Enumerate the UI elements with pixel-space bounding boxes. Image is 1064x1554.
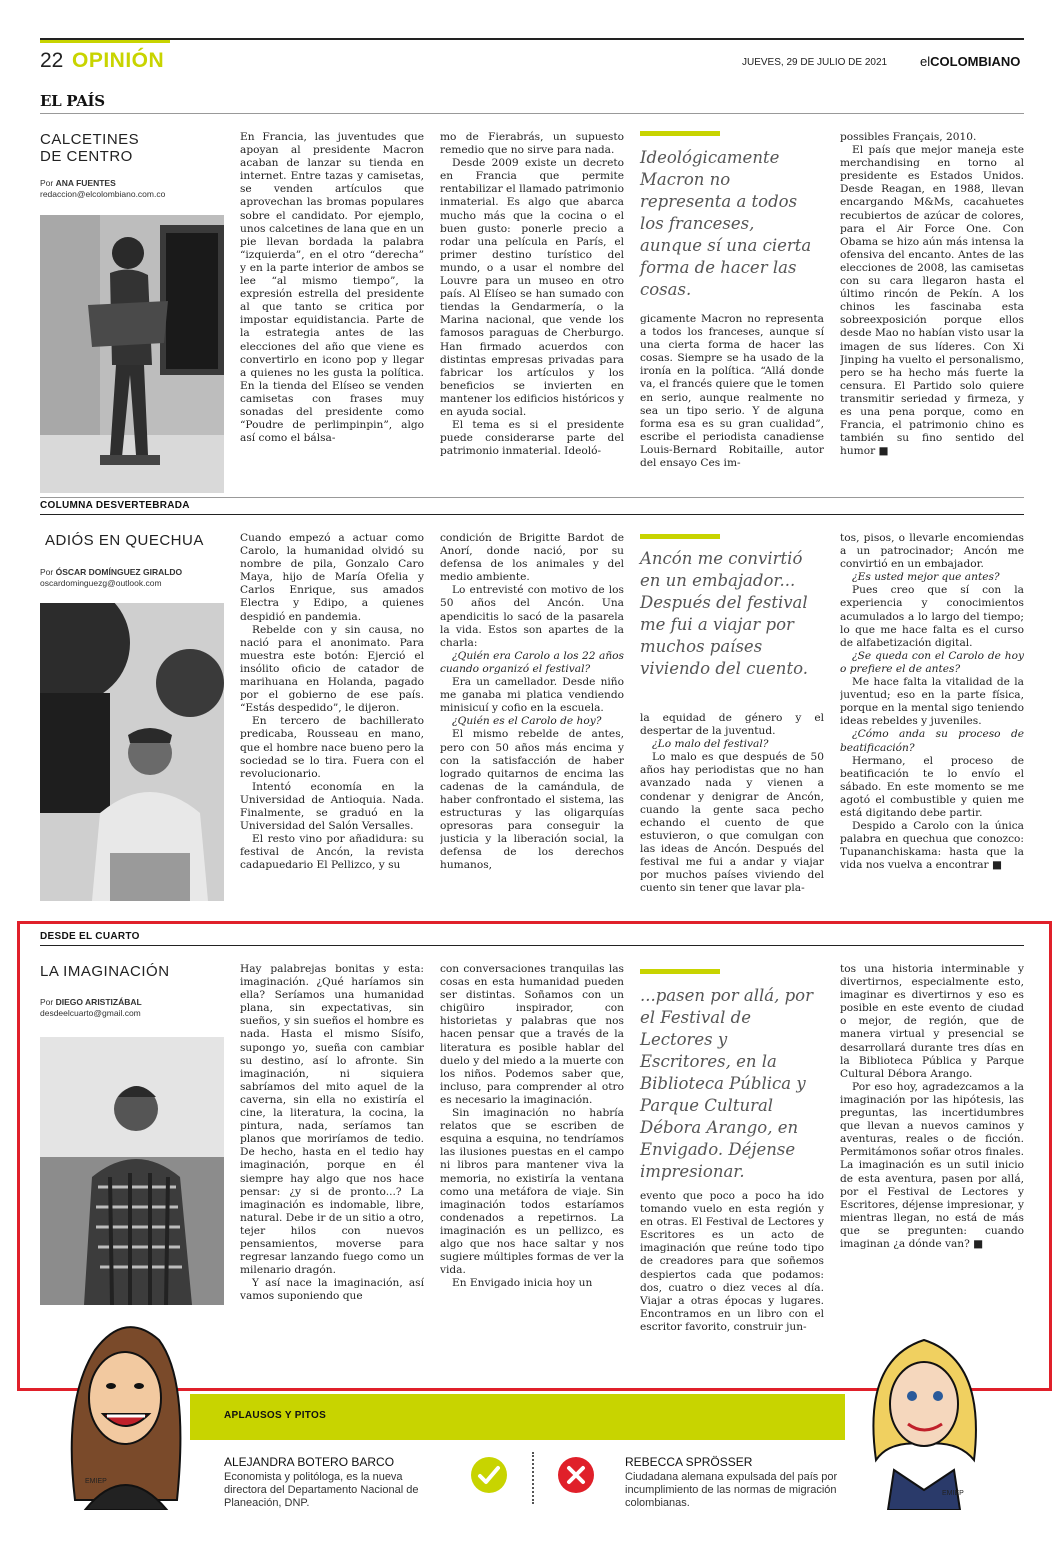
article-column: con conversaciones tranquilas las cosas en esta humanidad pueden ser distintas. Soñamos con un chigüiro inspirador, con historietas y palabras que nos hacen pensar que a través de la literatura es posible hablar del duelo y del miedo a la muerte con los niños. Podemos saber que, incluso, para comprender al otro es necesario la imaginación. Sin imaginación no habría relatos que se escriben de esquina a esquina, no tendríamos las ilusiones puestas en el campo ni libros para mantener viva la memoria, no existiría la ventana como una metáfora de viaje. Sin imaginación todos estaríamos condenados a repetirnos. La imaginación es un pellizco, es algo que nos hace saltar y nos sugiere múltiples formas de ver la vida. En Envigado inicia hoy un xyxy=(440,963,624,1290)
pull-quote-bar xyxy=(640,131,720,136)
pull-quote: ...pasen por allá, por el Festival de Lectores y Escritores, en la Biblioteca Pública y Parque Cultural Débora Arango, en Envigado. Déjense impresionar. xyxy=(640,986,813,1181)
caricature-signature: EMIEP xyxy=(942,1490,964,1497)
author-photo xyxy=(40,1037,224,1305)
article-title: CALCETINES DE CENTRO xyxy=(40,131,140,165)
article-column: mo de Fierabrás, un supuesto remedio que no sirve para nada. Desde 2009 existe un decreto en Francia que permite rentabilizar el llamado patrimonio inmaterial. Es algo que abarca mucho más que la cocina o el buen gusto: ponerle precio a rodar una película en París, el primer destino turístico del mundo, o a usar el nombre del Louvre para un museo en otro país. Al Elíseo se han sumado con tiendas la Gendarmería, o la Marina nacional, que vende los famosos paraguas de Cherburgo. Han firmado acuerdos con distintas empresas privadas para fabricar los artículos y los beneficios se invierten en mantener los edificios históricos y en ayuda social. El tema es si el presidente puede considerarse parte del patrimonio inmaterial. Ideoló- xyxy=(440,131,624,458)
check-circle-icon xyxy=(470,1456,508,1494)
byline: Por ÓSCAR DOMÍNGUEZ GIRALDO xyxy=(40,567,183,577)
portrait-photo xyxy=(40,603,224,901)
statue-photo xyxy=(40,215,224,493)
applause-left-desc: Economista y politóloga, es la nueva directora del Departamento Nacional de Planeación, DNP. xyxy=(224,1471,419,1509)
article-column: evento que poco a poco ha ido tomando vuelo en esta región y en otras. El Festival de Lectores y Escritores es un acto de imaginación que reúne todo tipo de creadores para que soñemos despiertos cada que podamos: dos, cuatro o diez veces al día. Viajar a otras épocas y lugares. Encontramos en un libro con el escritor favorito, construir jun- xyxy=(640,1190,824,1333)
pull-quote: Ancón me convirtió en un embajador... Después del festival me fui a viajar por muchos países viviendo del cuento. xyxy=(640,549,808,678)
pull-quote-bar xyxy=(640,534,720,539)
column-section-label: COLUMNA DESVERTEBRADA xyxy=(40,500,190,511)
author-email[interactable]: desdeelcuarto@gmail.com xyxy=(40,1008,141,1018)
article-title: ADIÓS EN QUECHUA xyxy=(45,532,204,549)
divider xyxy=(40,945,1024,946)
article-column: Cuando empezó a actuar como Carolo, la humanidad olvidó su nombre de pila, Gonzalo Caro Maya, hijo de María Ofelia y Carlos Enrique, sus amados Electra y Edipo, a quienes despidió en pandemia. Rebelde con y sin causa, no nació para el anonimato. Para muestra este botón: Ejerció el insólito oficio de catador de marihuana en Holanda, pagado por el gobierno de ese país. “Estás despedido”, le dijeron. En tercero de bachillerato predicaba, Rousseau en mano, que el hombre nace bueno pero la sociedad se lo tira. Fuera con el revolucionario. Intentó economía en la Universidad de Antioquia. Nada. Finalmente, se graduó en la Universidad del Salón Versalles. El resto vino por añadidura: su festival de Ancón, la revista cadapuedario El Pellizco, y su xyxy=(240,532,424,872)
article-column: tos, pisos, o llevarle encomiendas a un patrocinador; Ancón me convirtió en un embajador. ¿Es usted mejor que antes? Pues creo que sí con la experiencia y conocimientos acumulados a lo largo del tiempo; lo que me hace falta es el curso de alfabetización digital. ¿Se queda con el Carolo de hoy o prefiere el de antes? Me hace falta la vitalidad de la juventud; eso en la parte física, porque en la mental sigo teniendo ideas rebeldes y juveniles. ¿Cómo anda su proceso de beatificación? Hermano, el proceso de beatificación te lo envío el sábado. En este momento se me agotó el combustible y quien me está digitando debe partir. Despido a Carolo con la única palabra en quechua que conozco: Tupananchiskama: hasta que la vida nos vuelva a encontrar ■ xyxy=(840,532,1024,872)
section-name: OPINIÓN xyxy=(72,49,165,72)
byline: Por ANA FUENTES xyxy=(40,178,116,188)
caricature-signature: EMIEP xyxy=(85,1478,107,1485)
article-column: la equidad de género y el despertar de la juventud. ¿Lo malo del festival? Lo malo es que después de 50 años hay periodistas que no han avanzado nada y vienen a condenar y denigrar de Ancón, cuando la gente saca pecho echando el cuento de que estuvieron, o que comulgan con las ideas de Ancón. Después del festival me fui a andar y viajar por muchos países viviendo del cuento sin tener que lavar pla- xyxy=(640,712,824,895)
applause-label: APLAUSOS Y PITOS xyxy=(224,1410,327,1421)
applause-left-name: ALEJANDRA BOTERO BARCO xyxy=(224,1455,395,1469)
divider xyxy=(40,497,1024,498)
article-column: Hay palabrejas bonitas y esta: imaginación. ¿Qué haríamos sin ella? Seríamos una humanidad plana, sin expectativas, sin sueños, y sin sueños el hombre es nada. Hasta el mismo Sísifo, supongo yo, sueña con cambiar su destino, así lo afronte. Sin imaginación, ni siquiera sabríamos del mito aquel de la caverna, sin ella no existiría el cine, la literatura, la cocina, la pintura, nada, seríamos tan planos que moriríamos de tedio. De hecho, hasta en el tedio hay imaginación, porque en él siempre hay algo que nos hace pensar: ¿y si de pronto...? La imaginación es indomable, libre, natural. Debe ir de un sitio a otro, tejer hilos con nuevos pensamientos, moverse para regresar lanzando fuego como un milenario dragón. Y así nace la imaginación, así vamos suponiendo que xyxy=(240,963,424,1303)
article-column: gicamente Macron no representa a todos los franceses, aunque sí una cierta forma de hacer las cosas. Siempre se ha usado de la ironía en la política. “Allá donde va, el francés quiere que le tomen en serio, aunque realmente no sea un tipo serio. Y de alguna forma esa es su gran cualidad”, escribe el periodista canadiense Louis-Bernard Robitaille, autor del ensayo Ces im- xyxy=(640,313,824,470)
article-column: possibles Français, 2010. El país que mejor maneja este merchandising en torno al presidente es Estados Unidos. Desde Reagan, en 1988, llevan encargando M&Ms, cacahuetes recubiertos de azúcar de colores, para el Air Force One. Con Obama se hizo aún más intensa la ofensiva del encanto. Antes de las elecciones de 2008, las camisetas con su cara llegaron hasta el último rincón de Pekín. A los chinos les fascinaba esta sobreexposición porque ellos desde Mao no habían visto usar la imagen de sus líderes. Con Xi Jinping ha vuelto el personalismo, pero se ha hecho más fuerte la censura. El Partido solo quiere transmitir seriedad y firmeza, y es una pena porque, como en Francia, el patrimonio chino es también su fino sentido del humor ■ xyxy=(840,131,1024,458)
author-email[interactable]: redaccion@elcolombiano.com.co xyxy=(40,189,166,199)
byline: Por DIEGO ARISTIZÁBAL xyxy=(40,997,142,1007)
caricature-right xyxy=(862,1320,987,1510)
article-column: En Francia, las juventudes que apoyan al presidente Macron acaban de lanzar su tienda en internet. Entre tazas y camisetas, se venden artículos que aprovechan las bromas populares sobre el candidato. Por ejemplo, unos calcetines de lana que en un pie llevan bordada la palabra “izquierda”, en el otro “derecha” y en la parte interior de ambos se lee “al mismo tiempo”, la expresión estrella del presidente al que tanto se critica por impostar equidistancia. Parte de la estrategia antes de las elecciones del año que viene es convertirlo en icono pop y llegar a quienes no les gusta la política. En la tienda del Elíseo se venden camisetas con frases muy sonadas del presidente como “Poudre de perlimpinpin”, algo así como el bálsa- xyxy=(240,131,424,445)
page-number: 22 xyxy=(40,49,64,72)
applause-right-desc: Ciudadana alemana expulsada del país por incumplimiento de las normas de migración colombianas. xyxy=(625,1471,838,1509)
article-title: LA IMAGINACIÓN xyxy=(40,963,170,980)
el-pais-logo: EL PAÍS xyxy=(40,92,105,110)
x-circle-icon xyxy=(557,1456,595,1494)
header-accent-bar xyxy=(40,40,170,43)
article-column: tos una historia interminable y divertirnos, especialmente esto, imaginar es divertirnos y eso es posible en este evento de ciudad o mejor, de región, que de manera virtual y presencial se desarrollará durante tres días en la Biblioteca Pública y Parque Cultural Débora Arango. Por eso hoy, agradezcamos a la imaginación por las hipótesis, las preguntas, las incertidumbres que llevan a nuevos caminos y aventuras, reales o de ficción. Permitámonos soñar otros finales. La imaginación es un sutil inicio de esta aventura, pasen por allá, por el Festival de Lectores y Escritores, déjense impresionar, y mientras llegan, no está de más que se pregunten: cuando imaginan ¿a dónde van? ■ xyxy=(840,963,1024,1250)
pull-quote-bar xyxy=(640,969,720,974)
column-section-label: DESDE EL CUARTO xyxy=(40,931,140,942)
author-email[interactable]: oscardominguezg@outlook.com xyxy=(40,578,162,588)
brand-logo: elCOLOMBIANO xyxy=(920,54,1021,69)
pull-quote: Ideológicamente Macron no representa a todos los franceses, aunque sí una cierta forma de hacer las cosas. xyxy=(640,148,812,299)
caricature-left xyxy=(55,1310,190,1510)
header-date: JUEVES, 29 DE JULIO DE 2021 xyxy=(742,57,888,68)
divider xyxy=(40,113,1024,114)
divider xyxy=(40,514,1024,515)
divider xyxy=(532,1452,534,1504)
article-column: condición de Brigitte Bardot de Anorí, donde nació, por su defensa de los animales y del medio ambiente. Lo entrevisté con motivo de los 50 años del Ancón. Una apendicitis lo sacó de la pasarela la vida. Estos son apartes de la charla: ¿Quién era Carolo a los 22 años cuando organizó el festival? Era un camellador. Desde niño me ganaba mi platica vendiendo minisicuí y cofio en la escuela. ¿Quién es el Carolo de hoy? El mismo rebelde de antes, pero con 50 años más encima y con la satisfacción de haber logrado quitarnos de encima las cadenas de la camándula, de haber confrontado el sistema, las estructuras y las oligarquías opresoras para conseguir la justicia y la liberación social, la defensa de los derechos humanos, xyxy=(440,532,624,872)
applause-right-name: REBECCA SPRÖSSER xyxy=(625,1455,753,1469)
header-top-rule xyxy=(40,38,1024,40)
